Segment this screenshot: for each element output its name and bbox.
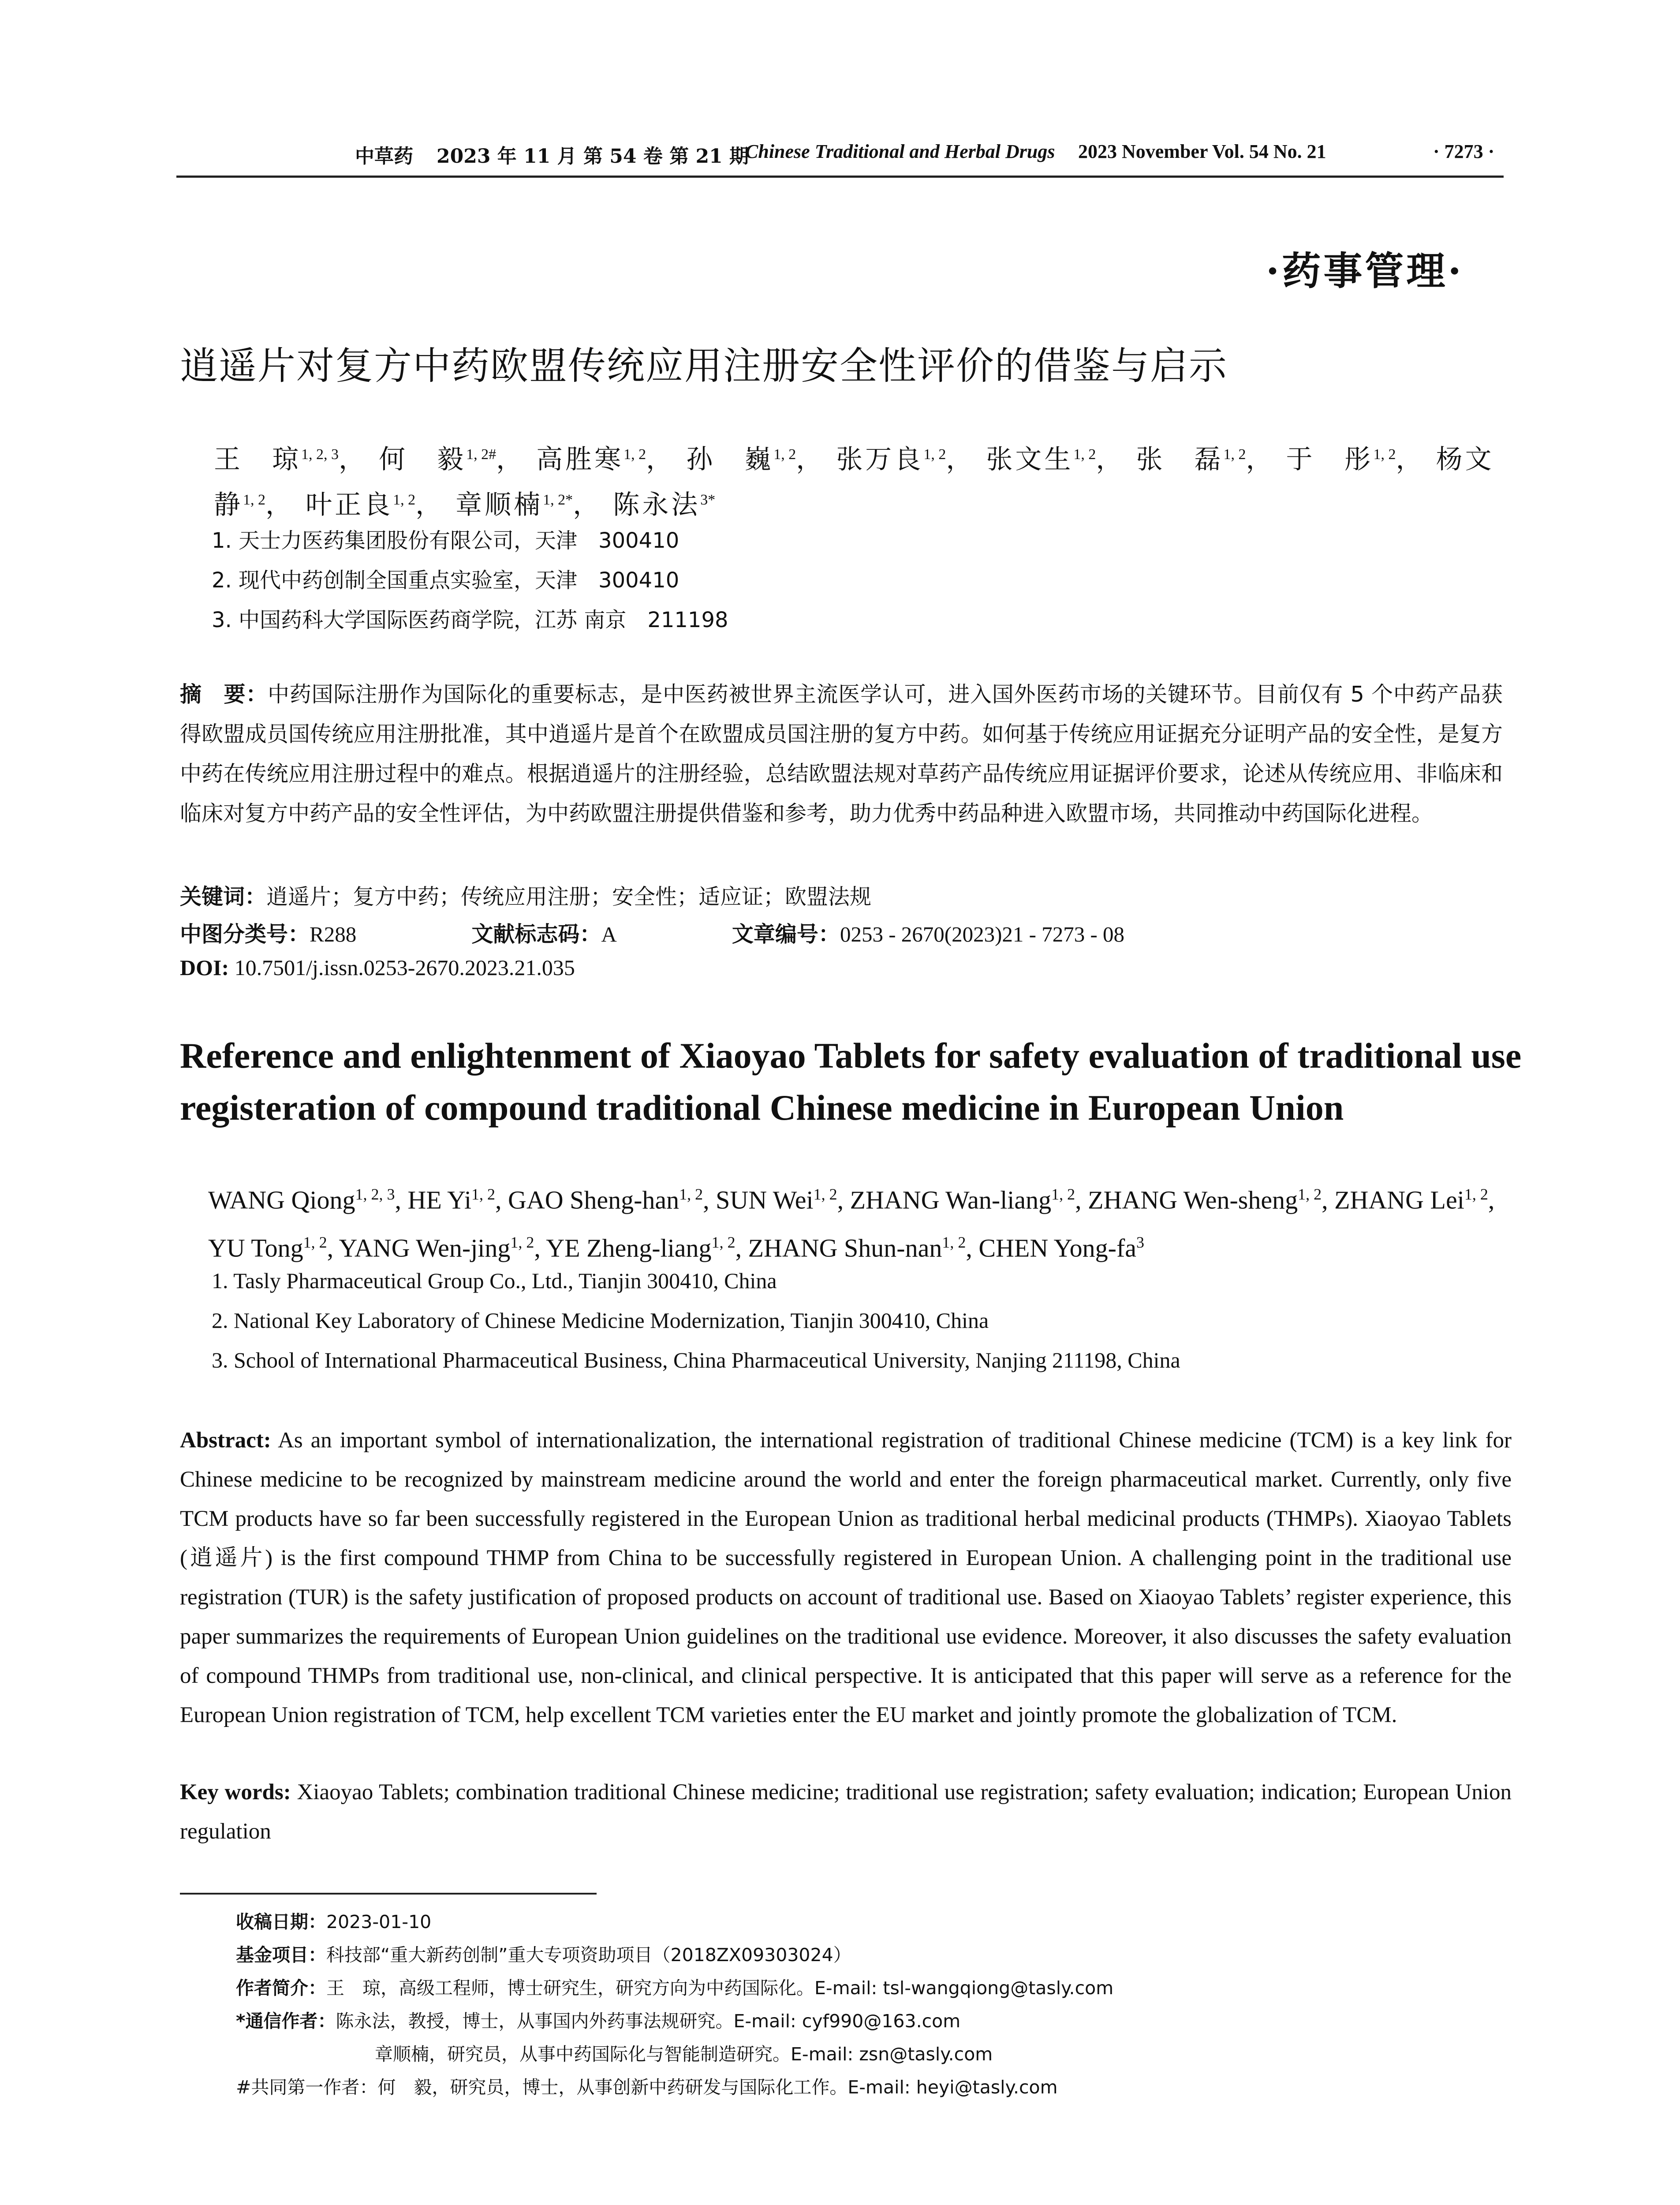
author-en-name: ZHANG Shun-nan <box>748 1233 942 1263</box>
author-en-name: ZHANG Wen-sheng <box>1088 1185 1298 1215</box>
author-cn-affiliation-marker: 1, 2 <box>623 446 646 463</box>
footnote-corresponding <box>236 2007 960 2033</box>
title-en: Reference and enlightenment of Xiaoyao Tablets for safety evaluation of traditional use registeration of compound traditional Chinese medicine in European Union <box>180 1035 1522 1128</box>
author-en-name: ZHANG Wan-liang <box>850 1185 1052 1215</box>
author-cn-affiliation-marker: 1, 2 <box>923 446 946 463</box>
keywords-en <box>180 1773 1512 1851</box>
author-en-affiliation-marker: 1, 2 <box>711 1233 735 1252</box>
affiliation-cn-3: 3. 中国药科大学国际医药商学院，江苏 南京 211198 <box>212 608 728 632</box>
cofirst-label: #共同第一作者： <box>236 2077 378 2098</box>
affiliation-cn-2: 2. 现代中药创制全国重点实验室，天津 300410 <box>212 568 679 593</box>
author-en-affiliation-marker: 1, 2 <box>1464 1185 1488 1203</box>
doc-code-label: 文献标志码： <box>471 922 601 947</box>
authors-en: WANG Qiong$^{1, 2, 3}$, HE Yi$^{1, 2}$, GAO Sheng-han$^{1, 2}$, SUN Wei$^{1, 2}$, ZHANG Wan-liang$^{1, 2}$, ZHANG Wen-sheng$^{1, 2}$, ZHANG Lei$^{1, 2}$, YU Tong$^{1, 2}$, YANG Wen-jing$^{1, 2}$, YE Zheng-liang$^{1, 2}$, ZHANG Shun-nan$^{1, 2}$, CHEN Yong-$fa^3$ <box>208 1185 1495 1263</box>
author-cn-name: 何 毅 <box>379 444 467 475</box>
author-en-name: YANG Wen-jing <box>339 1233 511 1263</box>
footnote-cofirst <box>236 2073 1058 2099</box>
author-en-affiliation-marker: 1, 2 <box>510 1233 534 1252</box>
keywords-en-text: Xiaoyao Tablets; combination traditional Chinese medicine; traditional use registration; safety evaluation; indication; European Union regulation <box>180 1780 1512 1844</box>
author-cn-name: 张万良 <box>836 444 924 475</box>
bio-label: 作者简介： <box>236 1977 326 1999</box>
author-cn-name: 叶正良 <box>306 490 393 520</box>
abstract-cn <box>180 675 1503 833</box>
bio-value: 王 琼，高级工程师，博士研究生，研究方向为中药国际化。E-mail: tsl-wangqiong@tasly.com <box>326 1977 1114 1999</box>
footnote-bio <box>236 1973 1113 1999</box>
received-value: 2023-01-10 <box>326 1911 432 1932</box>
author-en-name: CHEN Yong-fa <box>978 1233 1137 1263</box>
article-no-value: 0253 - 2670(2023)21 - 7273 - 08 <box>840 922 1125 946</box>
affiliation-en-3: 3. School of International Pharmaceutical Business, China Pharmaceutical University, Nanjing 211198, China <box>212 1348 1180 1372</box>
abstract-en-text: As an important symbol of internationalization, the international registration of traditional Chinese medicine (TCM) is a key link for Chinese medicine to be recognized by mainstream medicine around the world and enter the foreign pharmaceutical market. Currently, only five TCM products have so far been successfully registered in the European Union as traditional herbal medicinal products (THMPs). Xiaoyao Tablets (逍遥片) is the first compound THMP from China to be successfully registered in European Union. A challenging point in the traditional use registration (TUR) is the safety justification of proposed products on account of traditional use. Based on Xiaoyao Tablets’ register experience, this paper summarizes the requirements of European Union guidelines on the traditional use evidence. Moreover, it also discusses the safety evaluation of compound THMPs from traditional use, non-clinical, and clinical perspective. It is anticipated that this paper will serve as a reference for the European Union registration of TCM, help excellent TCM varieties enter the EU market and jointly promote the globalization of TCM. <box>180 1428 1512 1727</box>
journal-name-en: Chinese Traditional and Herbal Drugs <box>745 141 1055 162</box>
author-en-affiliation-marker: 1, 2 <box>1298 1185 1322 1203</box>
author-en-name: HE Yi <box>407 1185 471 1215</box>
author-cn-affiliation-marker: 3* <box>700 492 716 508</box>
author-en-affiliation-marker: 1, 2, 3 <box>355 1185 395 1203</box>
received-label: 收稿日期： <box>236 1911 326 1932</box>
article-no-label: 文章编号： <box>732 922 840 947</box>
author-cn-affiliation-marker: 1, 2 <box>1223 446 1246 463</box>
author-cn-affiliation-marker: 1, 2 <box>393 492 416 508</box>
author-cn-name: 杨文静 <box>214 444 1494 520</box>
author-cn-affiliation-marker: 1, 2 <box>1373 446 1396 463</box>
author-en-name: SUN Wei <box>716 1185 814 1215</box>
author-cn-name: 张文生 <box>986 444 1074 475</box>
corr-label: *通信作者： <box>236 2011 336 2032</box>
fund-label: 基金项目： <box>236 1944 326 1966</box>
abstract-cn-label: 摘 要： <box>180 682 268 707</box>
doc-code-value: A <box>601 922 617 946</box>
keywords-cn-text: 逍遥片；复方中药；传统应用注册；安全性；适应证；欧盟法规 <box>266 884 872 909</box>
author-en-affiliation-marker: 1, 2 <box>471 1185 495 1203</box>
affiliation-en-1: 1. Tasly Pharmaceutical Group Co., Ltd., Tianjin 300410, China <box>212 1268 777 1293</box>
doi-label: DOI: <box>180 955 229 980</box>
corr-value-1: 陈永法，教授，博士，从事国内外药事法规研究。E-mail: cyf990@163.com <box>336 2011 961 2032</box>
doi-line <box>180 955 575 980</box>
classification-line <box>180 917 1124 948</box>
author-en-affiliation-marker: 1, 2 <box>813 1185 837 1203</box>
author-cn-name: 孙 巍 <box>686 444 774 475</box>
footnote-fund <box>236 1940 851 1966</box>
clc-label: 中图分类号： <box>180 922 310 947</box>
author-cn-affiliation-marker: 1, 2 <box>243 492 265 508</box>
title-cn: 逍遥片对复方中药欧盟传统应用注册安全性评价的借鉴与启示 <box>180 344 1228 388</box>
author-en-affiliation-marker: 1, 2 <box>679 1185 703 1203</box>
abstract-cn-text: 中药国际注册作为国际化的重要标志，是中医药被世界主流医学认可，进入国外医药市场的关键环节。目前仅有 5 个中药产品获得欧盟成员国传统应用注册批准，其中逍遥片是首个在欧盟成员国注册的复方中药。如何基于传统应用证据充分证明产品的安全性，是复方中药在传统应用注册过程中的难点。根据逍遥片的注册经验，总结欧盟法规对草药产品传统应用证据评价要求，论述从传统应用、非临床和临床对复方中药产品的安全性评估，为中药欧盟注册提供借鉴和参考，助力优秀中药品种进入欧盟市场，共同推动中药国际化进程。 <box>180 682 1503 826</box>
author-en-name: GAO Sheng-han <box>508 1185 679 1215</box>
column-label: ·药事管理· <box>1266 248 1464 294</box>
issue-info-en: 2023 November Vol. 54 No. 21 <box>1078 141 1326 162</box>
author-cn-name: 于 彤 <box>1286 444 1374 475</box>
author-en-name: WANG Qiong <box>208 1185 355 1215</box>
author-cn-name: 章顺楠 <box>455 490 543 520</box>
issue-info-cn: 2023 年 11 月 第 54 卷 第 21 期 <box>437 145 749 168</box>
author-cn-affiliation-marker: 1, 2 <box>773 446 796 463</box>
fund-value: 科技部“重大新药创制”重大专项资助项目（2018ZX09303024） <box>326 1944 851 1966</box>
journal-name-cn: 中草药 <box>355 145 413 168</box>
author-en-name: YE Zheng-liang <box>546 1233 712 1263</box>
abstract-en-label: Abstract: <box>180 1428 271 1453</box>
author-en-affiliation-marker: 1, 2 <box>942 1233 966 1252</box>
clc-value: R288 <box>310 922 357 946</box>
authors-cn: 王 琼$^{1, 2, 3}$， 何 毅$^{1, 2\#}$， 高胜寒$^{1, 2}$， 孙 巍$^{1, 2}$， 张万良$^{1, 2}$， 张文生$^{1, 2}$， 张 磊$^{1, 2}$， 于 彤$^{1, 2}$， 杨文静$^{1, 2}$， 叶正良$^{1, 2}$， 章顺楠$^{1, 2*}$， 陈永法$^{3*}$ <box>214 444 1494 520</box>
author-cn-name: 张 磊 <box>1136 444 1224 475</box>
footnote-received <box>236 1907 431 1933</box>
footnote-corresponding-2 <box>375 2040 993 2066</box>
keywords-cn <box>180 880 871 911</box>
author-cn-name: 陈永法 <box>613 490 701 520</box>
author-cn-affiliation-marker: 1, 2, 3 <box>301 446 339 463</box>
author-en-name: ZHANG Lei <box>1334 1185 1464 1215</box>
keywords-en-label: Key words: <box>180 1780 291 1805</box>
author-en-affiliation-marker: 1, 2 <box>303 1233 327 1252</box>
footnote-rule <box>180 1893 597 1895</box>
affiliation-en-2: 2. National Key Laboratory of Chinese Medicine Modernization, Tianjin 300410, China <box>212 1308 989 1333</box>
header-rule <box>176 176 1504 178</box>
author-en-name: YU Tong <box>208 1233 303 1263</box>
doi-value: 10.7501/j.issn.0253-2670.2023.21.035 <box>234 955 575 980</box>
author-cn-affiliation-marker: 1, 2# <box>466 446 497 463</box>
cofirst-value: 何 毅，研究员，博士，从事创新中药研发与国际化工作。E-mail: heyi@tasly.com <box>377 2077 1058 2098</box>
author-cn-affiliation-marker: 1, 2* <box>543 492 573 508</box>
abstract-en <box>180 1421 1512 1735</box>
author-en-affiliation-marker: 3 <box>1136 1233 1145 1252</box>
affiliation-cn-1: 1. 天士力医药集团股份有限公司，天津 300410 <box>212 528 679 553</box>
page-number: · 7273 · <box>1433 141 1495 162</box>
author-cn-name: 高胜寒 <box>536 444 624 475</box>
author-en-affiliation-marker: 1, 2 <box>1051 1185 1075 1203</box>
author-cn-name: 王 琼 <box>214 444 301 475</box>
author-cn-affiliation-marker: 1, 2 <box>1073 446 1096 463</box>
keywords-cn-label: 关键词： <box>180 884 267 909</box>
corr-value-2: 章顺楠，研究员，从事中药国际化与智能制造研究。E-mail: zsn@tasly.com <box>375 2044 993 2065</box>
